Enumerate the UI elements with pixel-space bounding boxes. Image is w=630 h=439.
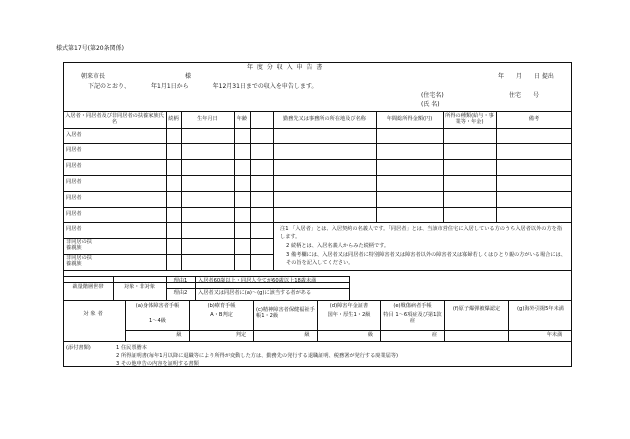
row-label-cohabitant: 同居者 — [66, 195, 82, 202]
row-label-cohabitant: 同居者 — [66, 179, 82, 186]
reason2-text: 入居者又は同居者に(a)〜(g)に該当する者がある — [198, 290, 312, 297]
header-age: 年齢 — [236, 115, 248, 122]
header-income: 年間総所得金額(円) — [386, 115, 433, 122]
room-number-label: 住宅 号 — [509, 92, 540, 99]
col-d-unit: 級 — [367, 331, 374, 338]
col-c-unit: 級 — [304, 331, 310, 338]
submission-date[interactable]: 年 月 日 提出 — [498, 73, 554, 80]
col-b-head: (b)療育手帳 — [207, 303, 236, 310]
row-label-cohabitant: 同居者 — [66, 163, 82, 170]
row-label-cohabitant: 同居者 — [66, 226, 82, 233]
col-e-sub: 特目 1〜6項症及び第1款症 — [383, 312, 442, 324]
row-label-nonresident-dependent: 非同居の扶養親族 — [66, 239, 92, 251]
declaration-text: 下記のとおり、 年1月1日から 年12月31日までの収入を申告します。 — [88, 83, 318, 90]
reduction-label: 裁量階層世帯 — [72, 284, 104, 291]
row-label-cohabitant: 同居者 — [66, 147, 82, 154]
row-label-cohabitant: 同居者 — [66, 210, 82, 217]
header-member-name: 入居者・同居者及び非同居者の扶養家族氏名 — [65, 112, 164, 125]
header-remarks: 備考 — [528, 115, 540, 122]
col-d-sub: 国年・厚生1・2級 — [327, 312, 371, 319]
housing-name-label: (住宅名) — [421, 92, 444, 99]
col-c-head: (c)精神障害者保健福祉手帳1・2級 — [256, 307, 315, 319]
col-g-unit: 年未満 — [546, 331, 563, 338]
col-a-sub: 1〜4級 — [149, 318, 166, 325]
reduction-target-field[interactable]: 対象・非対象 — [123, 284, 156, 291]
col-e-unit: 症 — [431, 331, 438, 338]
attachment-1: 1 住民票謄本 — [116, 345, 147, 351]
reason2-label: 理由2 — [173, 290, 188, 297]
row-label-nonresident-dependent: 非同居の扶養親族 — [66, 255, 92, 267]
header-birth-date: 生年月日 — [197, 115, 218, 122]
reason1-text: 入居者60歳以上・同居人全てが60歳以上18歳未満 — [198, 278, 317, 285]
applicant-name-label: (氏 名) — [421, 101, 440, 108]
note-1: 注1 「入居者」とは、入居契約の名義人です。「同居者」とは、当該市営住宅に入居している方のうち入居者以外の方を指します。 — [280, 226, 563, 240]
col-b-unit: 判定 — [235, 331, 247, 338]
attachments-label: (添付書類) — [66, 345, 91, 351]
col-d-head: (d)障害年金証書 — [329, 303, 369, 310]
col-f-head: (f)原子爆弾被爆認定 — [452, 306, 501, 313]
note-2: 2 続柄とは、入居名義人からみた続柄です。 — [286, 243, 390, 249]
form-label: 様式第17号(第20条関係) — [56, 45, 124, 52]
form-title: 年 度 分 収 入 申 告 書 — [247, 64, 324, 71]
addressee-sama: 様 — [185, 73, 192, 80]
header-relation: 続柄 — [168, 115, 179, 122]
col-e-head: (e)戦傷病者手帳 — [393, 303, 432, 310]
reason1-label: 理由1 — [173, 278, 188, 285]
attachment-3: 3 その他申告の内容を証明する書類 — [116, 361, 199, 367]
col-a-head: (a)身体障害者手帳 — [135, 303, 180, 310]
row-label-resident: 入居者 — [66, 131, 82, 138]
addressee: 朝来市長 — [81, 73, 106, 80]
col-b-sub: A・B判定 — [210, 312, 233, 319]
note-3: 3 備考欄には、入居者又は同居者に特別障害者又は障害者以外の障害者又は寡婦若しくはひとり親の方がいる場合には、その旨を記入してください。 — [286, 252, 566, 266]
col-a-unit: 級 — [176, 331, 182, 338]
special-target-label: 対象者 — [83, 311, 105, 318]
col-g-head: (g)海外引揚5年未満 — [517, 306, 564, 313]
header-income-type: 所得の種類(給与・事業等・年金) — [445, 112, 494, 125]
attachment-2: 2 所得証明書(毎年1月以降に退職等により所得が変動した方は、勤務先の発行する退職証明、税務署が発行する廃業届等) — [116, 353, 399, 359]
header-workplace: 勤務先又は事務所の所在地及び名称 — [282, 115, 366, 122]
